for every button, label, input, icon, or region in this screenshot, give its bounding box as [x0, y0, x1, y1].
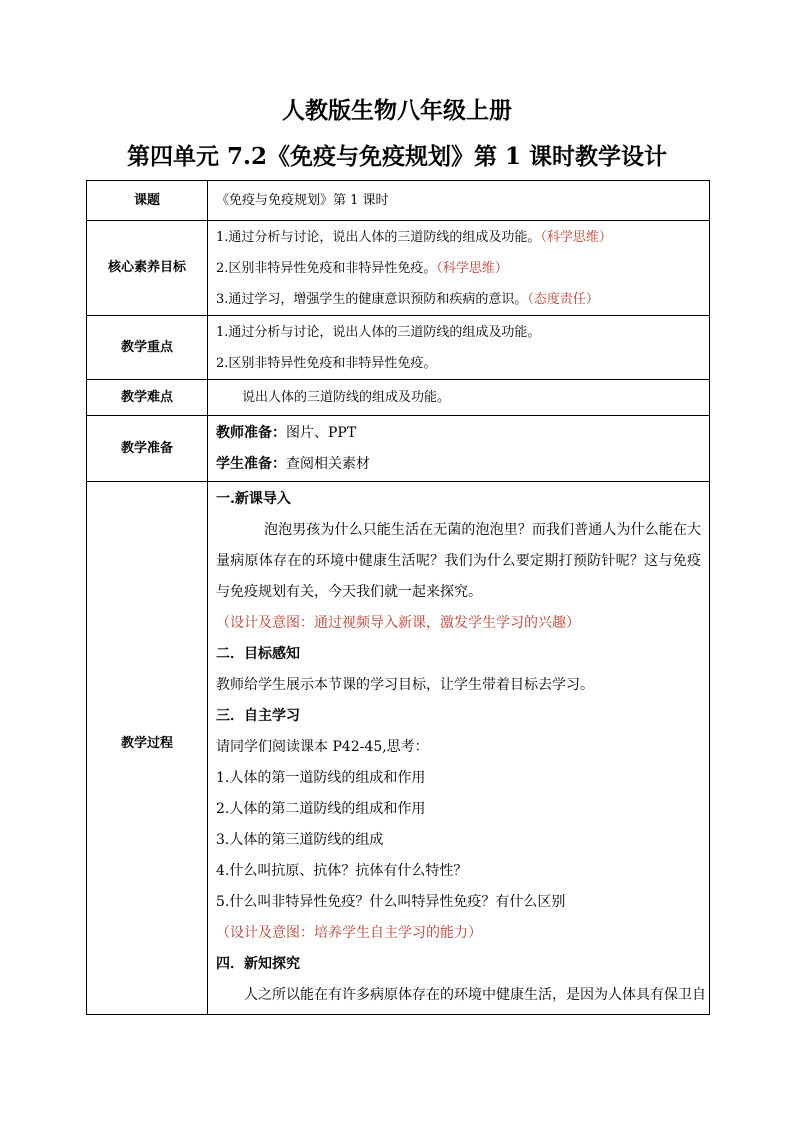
- question-item: 1.人体的第一道防线的组成和作用: [216, 770, 426, 786]
- section-heading: 一.新课导入: [216, 491, 291, 507]
- key-point-item: 1.通过分析与讨论，说出人体的三道防线的组成及功能。: [216, 324, 541, 340]
- row-key-points: [87, 316, 710, 380]
- process-label: 教学过程: [87, 482, 208, 1015]
- preparation-content: [208, 416, 710, 482]
- key-points-label: 教学重点: [87, 316, 208, 380]
- literacy-label: 核心素养目标: [87, 221, 208, 316]
- topic-label: 课题: [87, 181, 208, 221]
- literacy-content: [208, 221, 710, 316]
- key-points-content: [208, 316, 710, 380]
- design-note: （设计及意图：培养学生自主学习的能力）: [216, 925, 482, 941]
- difficulty-value: 说出人体的三道防线的组成及功能。: [208, 380, 710, 416]
- difficulty-label: 教学难点: [87, 380, 208, 416]
- literacy-tag: （态度责任）: [527, 291, 599, 307]
- student-prep: 学生准备：查阅相关素材: [216, 455, 370, 472]
- literacy-item: 2.区别非特异性免疫和非特异性免疫。（科学思维）: [216, 260, 508, 276]
- question-item: 4.什么叫抗原、抗体？抗体有什么特性？: [216, 863, 468, 879]
- row-process: [87, 482, 710, 1015]
- document-title: 人教版生物八年级上册: [282, 97, 512, 124]
- question-item: 3.人体的第三道防线的组成: [216, 832, 384, 848]
- key-point-item: 2.区别非特异性免疫和非特异性免疫。: [216, 355, 437, 371]
- section-text: 教师给学生展示本节课的学习目标，让学生带着目标去学习。: [216, 677, 594, 693]
- section-heading: 三．自主学习: [216, 708, 300, 724]
- teacher-prep: 教师准备：图片、PPT: [216, 424, 357, 441]
- section-text: 请同学们阅读课本 P42-45,思考：: [216, 739, 429, 755]
- lesson-plan-table: [86, 180, 710, 1015]
- topic-value: 《免疫与免疫规划》第 1 课时: [208, 181, 710, 221]
- section-paragraph: 人之所以能在有许多病原体存在的环境中健康生活，是因为人体具有保卫自: [244, 987, 706, 1003]
- literacy-tag: （科学思维）: [436, 260, 508, 276]
- process-content: [208, 482, 710, 1015]
- design-note: （设计及意图：通过视频导入新课，激发学生学习的兴趣）: [216, 615, 580, 631]
- question-item: 5.什么叫非特异性免疫？什么叫特异性免疫？有什么区别: [216, 894, 566, 910]
- row-preparation: [87, 416, 710, 482]
- question-item: 2.人体的第二道防线的组成和作用: [216, 801, 426, 817]
- section-paragraph: 泡泡男孩为什么只能生活在无菌的泡泡里？而我们普通人为什么能在大量病原体存在的环境中健康生活呢？我们为什么要定期打预防针呢？这与免疫与免疫规划有关，今天我们就一起来探究。: [216, 522, 701, 600]
- section-heading: 二．目标感知: [216, 646, 300, 662]
- row-literacy: [87, 221, 710, 316]
- row-difficulty: [87, 380, 710, 416]
- literacy-item: 3.通过学习，增强学生的健康意识预防和疾病的意识。（态度责任）: [216, 291, 599, 307]
- row-topic: [87, 181, 710, 221]
- literacy-item: 1.通过分析与讨论，说出人体的三道防线的组成及功能。（科学思维）: [216, 229, 612, 245]
- literacy-tag: （科学思维）: [540, 229, 612, 245]
- preparation-label: 教学准备: [87, 416, 208, 482]
- document-subtitle: 第四单元 7.2《免疫与免疫规划》第 1 课时教学设计: [126, 143, 668, 170]
- section-heading: 四．新知探究: [216, 956, 300, 972]
